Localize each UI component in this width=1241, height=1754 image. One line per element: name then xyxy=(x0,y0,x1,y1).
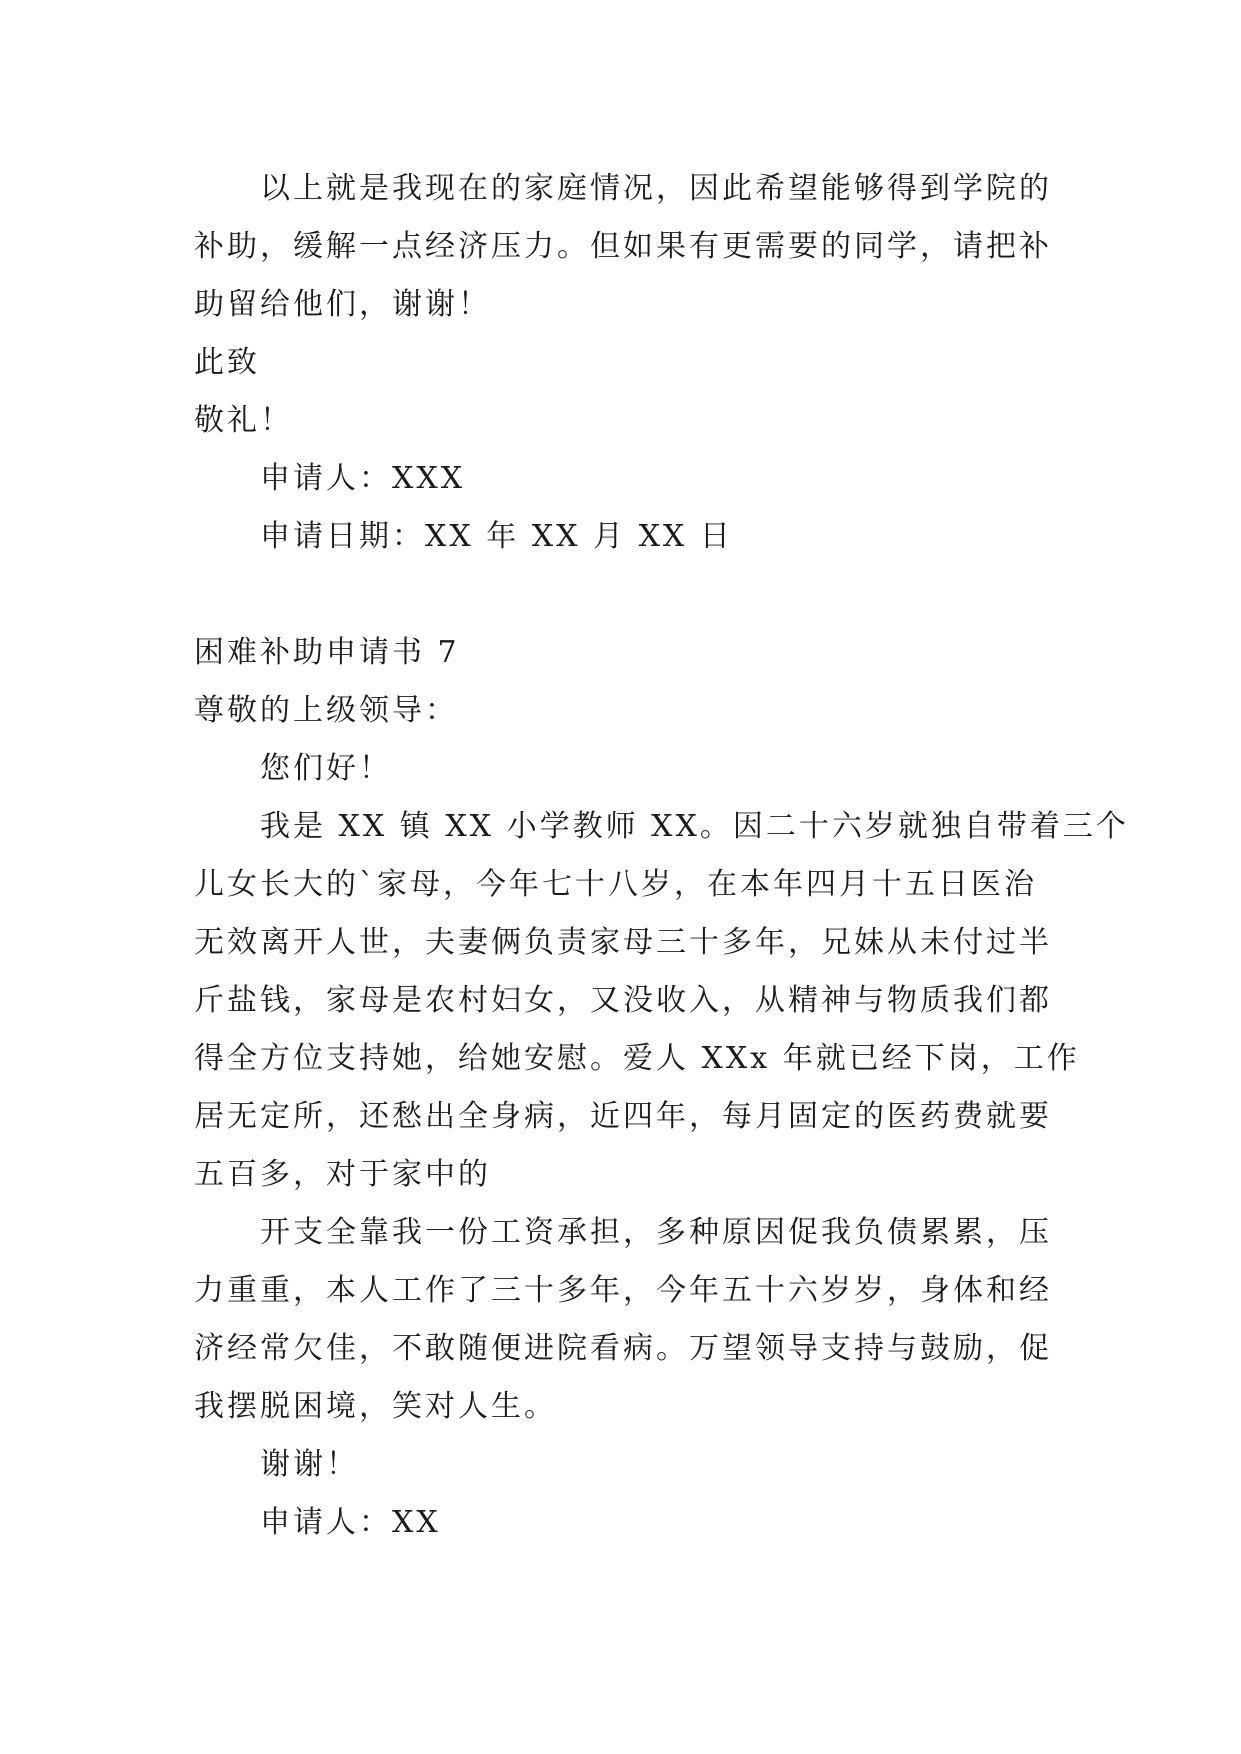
applicant-line: 申请人：XX xyxy=(260,1505,441,1540)
section-gap xyxy=(194,566,1060,624)
paragraph-line: 我是 XX 镇 XX 小学教师 XX。因二十六岁就独自带着三个 xyxy=(260,809,1129,844)
section-2 xyxy=(194,624,1129,1552)
applicant-line: 申请人：XXX xyxy=(260,461,466,496)
paragraph-line: 济经常欠佳，不敢随便进院看病。万望领导支持与鼓励，促 xyxy=(194,1331,1052,1366)
paragraph-line: 助留给他们，谢谢！ xyxy=(194,287,491,322)
paragraph-line: 居无定所，还愁出全身病，近四年，每月固定的医药费就要 xyxy=(194,1099,1052,1134)
paragraph-line: 斤盐钱，家母是农村妇女，又没收入，从精神与物质我们都 xyxy=(194,983,1052,1018)
paragraph-line: 无效离开人世，夫妻俩负责家母三十多年，兄妹从未付过半 xyxy=(194,925,1052,960)
paragraph-line: 儿女长大的`家母，今年七十八岁，在本年四月十五日医治 xyxy=(194,867,1037,902)
paragraph-line: 力重重，本人工作了三十多年，今年五十六岁岁，身体和经 xyxy=(194,1273,1052,1308)
paragraph-line: 我摆脱困境，笑对人生。 xyxy=(194,1389,557,1424)
document-page xyxy=(194,160,1129,1552)
paragraph-line: 得全方位支持她，给她安慰。爱人 XXx 年就已经下岗，工作 xyxy=(194,1041,1080,1076)
section-1 xyxy=(194,160,1060,566)
salutation: 尊敬的上级领导： xyxy=(194,693,458,728)
closing-line: 敬礼！ xyxy=(194,403,293,438)
greeting: 您们好！ xyxy=(260,751,392,786)
paragraph-line: 补助，缓解一点经济压力。但如果有更需要的同学，请把补 xyxy=(194,229,1052,264)
closing-line: 此致 xyxy=(194,345,260,380)
document-title: 困难补助申请书 7 xyxy=(194,635,460,670)
date-line: 申请日期：XX 年 XX 月 XX 日 xyxy=(260,519,733,554)
paragraph-line: 五百多，对于家中的 xyxy=(194,1157,491,1192)
paragraph-line: 以上就是我现在的家庭情况，因此希望能够得到学院的 xyxy=(260,171,1052,206)
paragraph-line: 开支全靠我一份工资承担，多种原因促我负债累累，压 xyxy=(260,1215,1052,1250)
thanks-line: 谢谢！ xyxy=(260,1447,359,1482)
